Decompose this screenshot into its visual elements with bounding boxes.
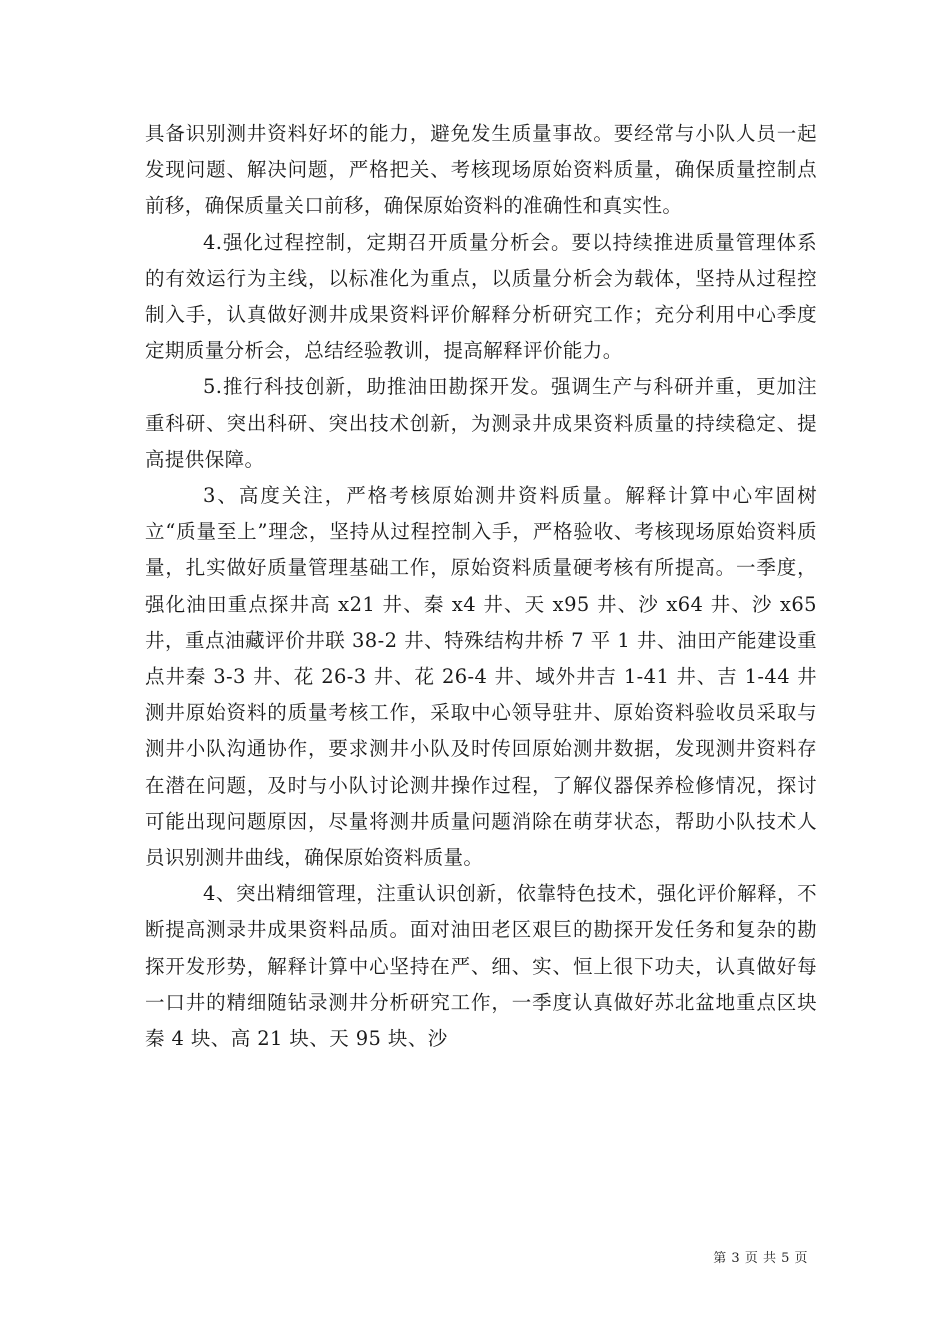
page-number: 第 3 页 共 5 页 xyxy=(713,1251,808,1266)
paragraph-3: 5.推行科技创新，助推油田勘探开发。强调生产与科研并重，更加注重科研、突出科研、突出技术创新，为测录井成果资料质量的持续稳定、提高提供保障。 xyxy=(145,375,817,471)
document-body xyxy=(145,116,817,1057)
paragraph-2: 4.强化过程控制，定期召开质量分析会。要以持续推进质量管理体系的有效运行为主线，以标准化为重点，以质量分析会为载体，坚持从过程控制入手，认真做好测井成果资料评价解释分析研究工作；充分利用中心季度定期质量分析会，总结经验教训，提高解释评价能力。 xyxy=(145,230,817,363)
paragraph-5: 4、突出精细管理，注重认识创新，依靠特色技术，强化评价解释，不断提高测录井成果资料品质。面对油田老区艰巨的勘探开发任务和复杂的勘探开发形势，解释计算中心坚持在严、细、实、恒上很下功夫，认真做好每一口井的精细随钻录测井分析研究工作，一季度认真做好苏北盆地重点区块秦 4 块、高 21 块、天 95 块、沙 xyxy=(145,882,817,1051)
paragraph-1: 具备识别测井资料好坏的能力，避免发生质量事故。要经常与小队人员一起发现问题、解决问题，严格把关、考核现场原始资料质量，确保质量控制点前移，确保质量关口前移，确保原始资料的准确性和真实性。 xyxy=(145,122,817,218)
paragraph-4: 3、高度关注，严格考核原始测井资料质量。解释计算中心牢固树立“质量至上”理念，坚持从过程控制入手，严格验收、考核现场原始资料质量，扎实做好质量管理基础工作，原始资料质量硬考核有所提高。一季度，强化油田重点探井高 x21 井、秦 x4 井、天 x95 井、沙 x64 井、沙 x65 井，重点油藏评价井联 38-2 井、特殊结构井桥 7 平 1 井、油田产能建设重点井秦 3-3 井、花 26-3 井、花 26-4 井、域外井吉 1-41 井、吉 1-44 井测井原始资料的质量考核工作，采取中心领导驻井、原始资料验收员采取与测井小队沟通协作，要求测井小队及时传回原始测井数据，发现测井资料存在潜在问题，及时与小队讨论测井操作过程，了解仪器保养检修情况，探讨可能出现问题原因，尽量将测井质量问题消除在萌芽状态，帮助小队技术人员识别测井曲线，确保原始资料质量。 xyxy=(145,484,817,870)
